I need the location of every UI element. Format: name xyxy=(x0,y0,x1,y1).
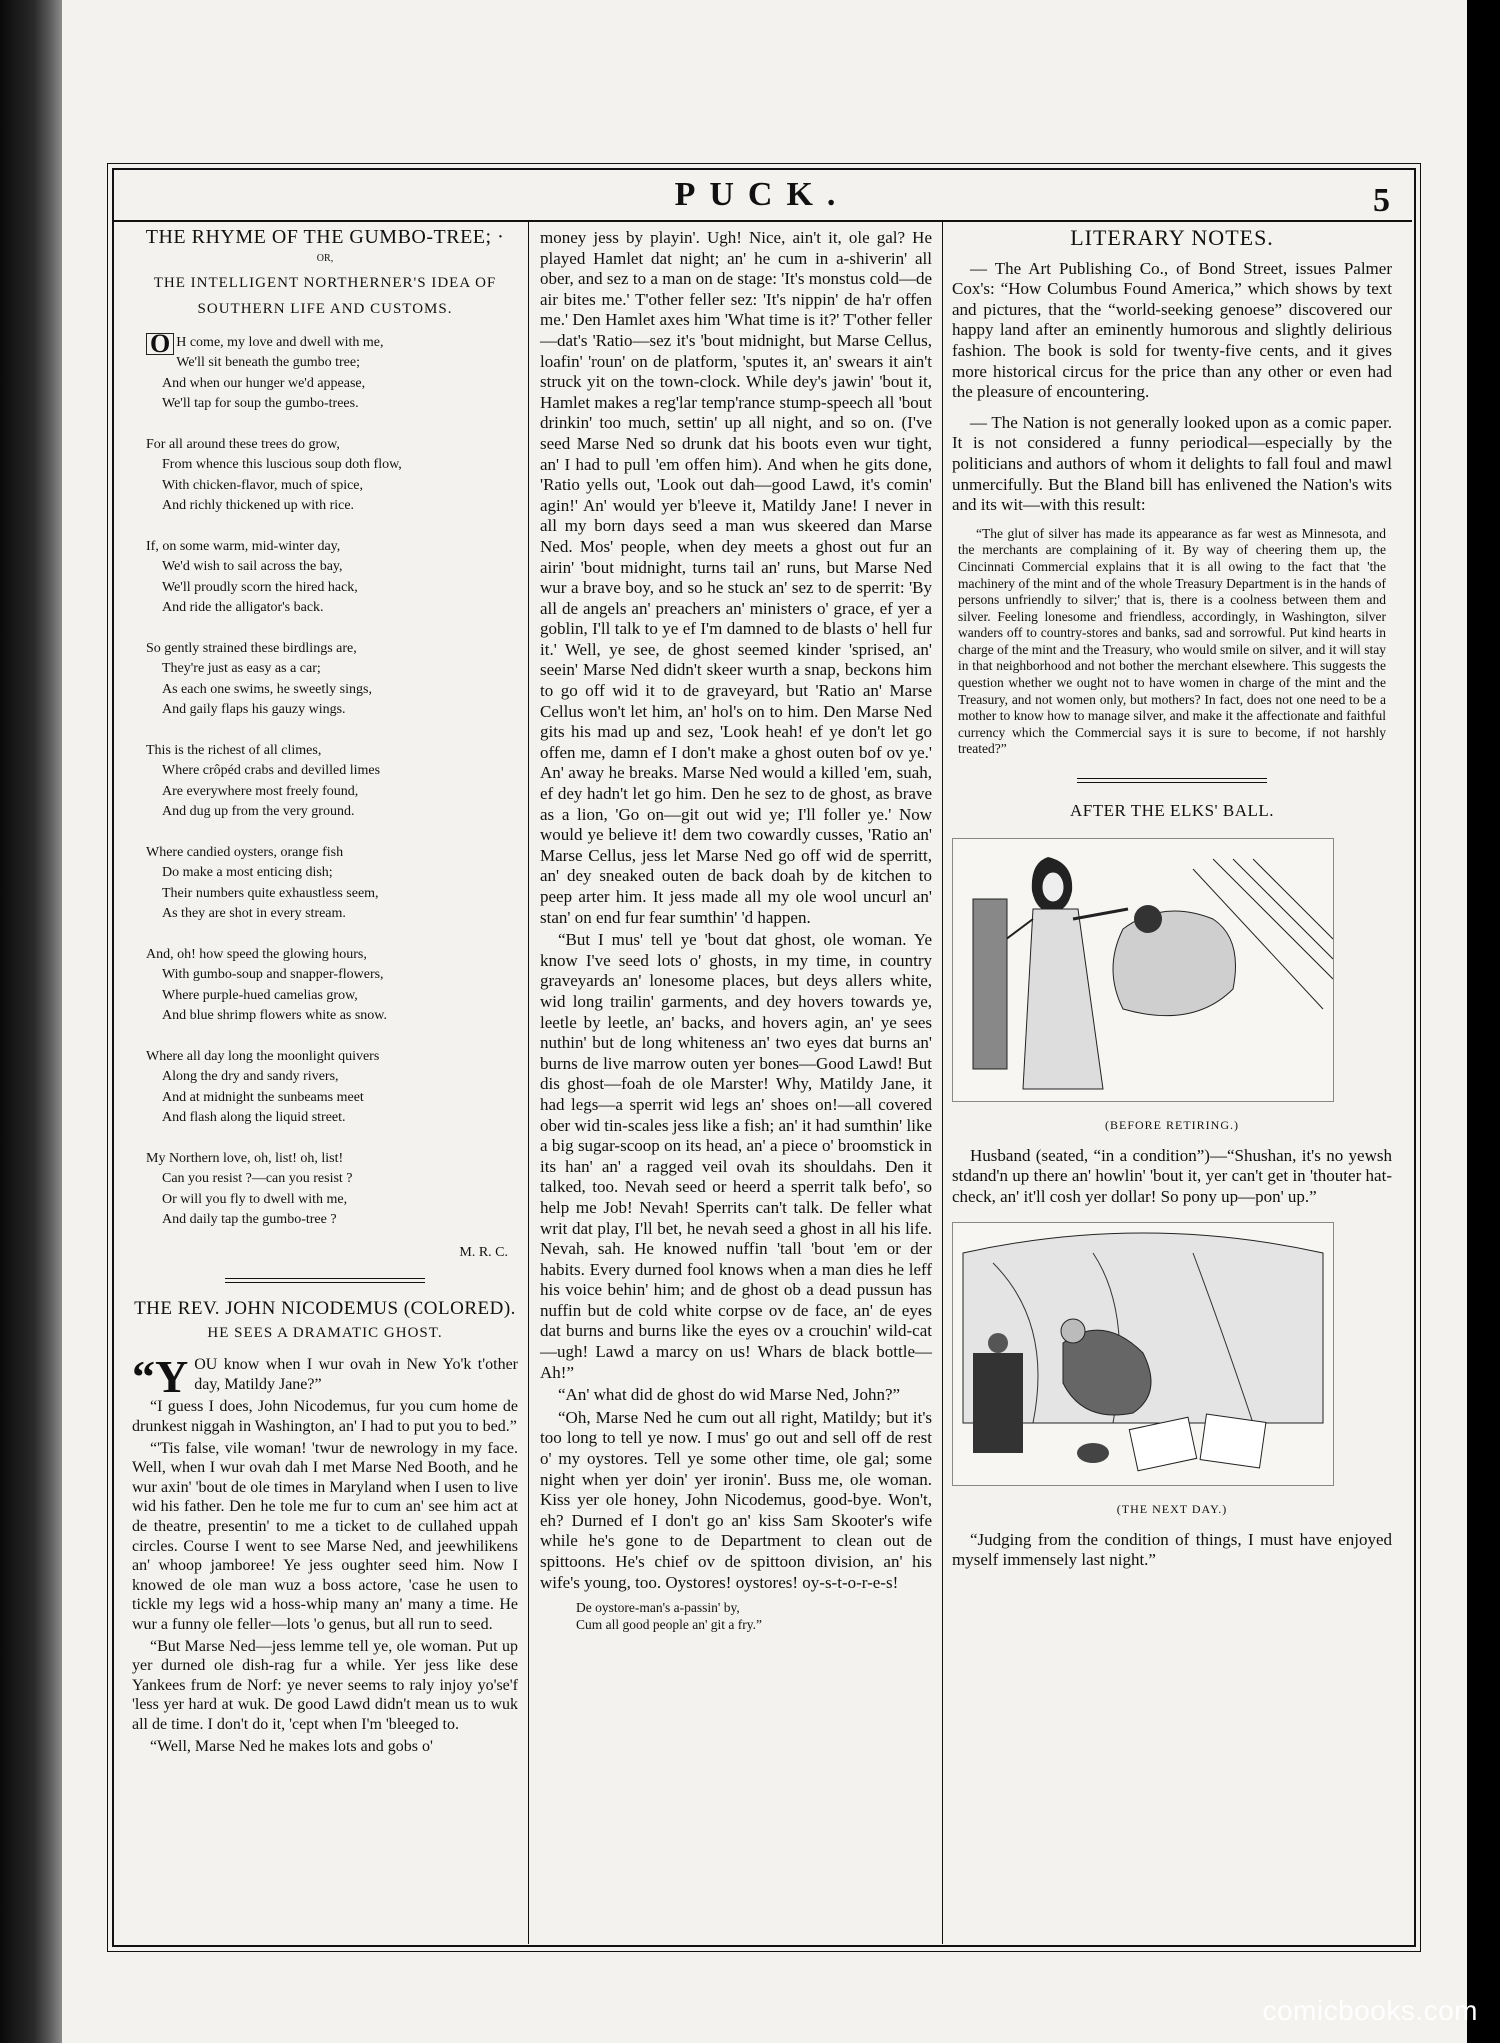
poem-line: As each one swims, he sweetly sings, xyxy=(162,681,372,697)
page-header xyxy=(112,168,1412,222)
poem-stanza xyxy=(146,435,518,517)
poem-line: And, oh! how speed the glowing hours, xyxy=(146,946,367,962)
poem-signature: M. R. C. xyxy=(459,1244,508,1260)
poem-stanza xyxy=(146,945,518,1027)
poem-line: Are everywhere most freely found, xyxy=(162,783,359,799)
story-paragraph: “Well, Marse Ned he makes lots and gobs o' xyxy=(150,1737,433,1755)
poem-or: OR, xyxy=(316,253,334,265)
poem-stanza xyxy=(146,741,518,823)
column-middle xyxy=(540,228,932,1633)
column-right xyxy=(952,225,1392,1573)
poem-body xyxy=(146,328,518,1231)
closing-verse-line: De oystore-man's a-passin' by, xyxy=(576,1600,740,1616)
story-paragraph: OU know when I wur ovah in New Yo'k t'other day, Matildy Jane?” xyxy=(194,1356,518,1394)
illustration-before-retiring xyxy=(952,838,1334,1102)
scan-binding-shadow xyxy=(0,0,62,2043)
poem-line: For all around these trees do grow, xyxy=(146,436,340,452)
poem-line: We'll tap for soup the gumbo-trees. xyxy=(162,396,359,412)
story-paragraph: “Oh, Marse Ned he cum out all right, Matildy; but it's too long to tell ye now. I mus' go out and sell off de rest o' my oystores. Tell ye some other time, ole gal; some night when yer doin' yer ironin'. Buss me, ole woman. Kiss yer ole honey, John Nicodemus, good-bye. Won't, eh? Durned ef I don't go an' kiss Sam Skooter's wife while he's gone to de Department to clean out de spittoons. He's chief ov de spittoon division, an' his wife's young, too. Oystores! oystores! oy-s-t-o-r-e-s! xyxy=(540,1407,932,1592)
poem-line: Do make a most enticing dish; xyxy=(162,865,333,881)
poem-line: So gently strained these birdlings are, xyxy=(146,640,357,656)
poem-line: We'd wish to sail across the bay, xyxy=(162,559,343,575)
poem-line: If, on some warm, mid-winter day, xyxy=(146,538,341,554)
poem-line: And daily tap the gumbo-tree ? xyxy=(162,1212,337,1228)
poem-subtitle-1: THE INTELLIGENT NORTHERNER'S IDEA OF xyxy=(153,275,497,292)
note-nation: — The Nation is not generally looked upon as a comic paper. It is not considered a funny periodical—especially by the politicians and authors of whom it delights to fall foul and mawl unmercifully. But the Bland bill has enlivened the Nation's wits and its wit—with this result: xyxy=(952,412,1392,515)
column-rule-2 xyxy=(942,222,943,1944)
story-continued xyxy=(540,228,932,1593)
poem-line: And when our hunger we'd appease, xyxy=(162,375,366,391)
poem-line: We'll sit beneath the gumbo tree; xyxy=(176,355,360,371)
poem-line: My Northern love, oh, list! oh, list! xyxy=(146,1150,344,1166)
story-paragraph: “But Marse Ned—jess lemme tell ye, ole woman. Put up yer durned ole dish-rag fur a while. Yer jess like dese Yankees frum de Norf: ye never seems to raly injoy yo'se'f 'less yer hard at wuk. De good Lawd didn't mean us to wuk all de time. I don't do it, 'cept when I'm 'bleeged to. xyxy=(132,1637,518,1733)
story-paragraph: “'Tis false, vile woman! 'twur de newrology in my face. Well, when I wur ovah dah I met Marse Ned Booth, and he wur axin' 'bout de ole times in Maryland when I usen to live wid his father. Den he tole me fur to cum an' see him act at de theatre, presentin' to me a ticket to de cullahed uppah circles. Course I went to see Marse Ned, and jeewhilikens an' whoop jamboree! Ye jess oughter seed him. Now I knowed de ole man wuz a boss actore, 'case he usen to tickle my legs wid a hoss-whip many an' many a time. He wur a funny ole feller—lots 'o genus, but all run to seed. xyxy=(132,1439,518,1633)
poem-line: And gaily flaps his gauzy wings. xyxy=(162,702,346,718)
poem-stanza xyxy=(146,843,518,925)
poem-subtitle-2: SOUTHERN LIFE AND CUSTOMS. xyxy=(197,300,453,317)
caption-before-retiring: (BEFORE RETIRING.) xyxy=(1105,1118,1239,1133)
caption-next-day: (THE NEXT DAY.) xyxy=(1116,1502,1228,1517)
poem-line: Their numbers quite exhaustless seem, xyxy=(162,885,379,901)
dialogue-husband: Husband (seated, “in a condition”)—“Shushan, it's no yewsh stdand'n up there an' howlin' 'bout it, yer can't get in 'thouter hat-check, an' it'll cosh yer dollar! So pony up—pon' up.” xyxy=(952,1145,1392,1206)
poem-stanza xyxy=(146,1047,518,1129)
poem-line: As they are shot in every stream. xyxy=(162,906,346,922)
poem-line: Can you resist ?—can you resist ? xyxy=(162,1171,353,1187)
poem-line: And blue shrimp flowers white as snow. xyxy=(162,1008,388,1024)
poem-line: And flash along the liquid street. xyxy=(162,1110,346,1126)
masthead: PUCK. xyxy=(674,176,850,213)
watermark: comicbooks.com xyxy=(1262,1995,1478,2026)
story-paragraph: “But I mus' tell ye 'bout dat ghost, ole woman. Ye know I've seed lots o' ghosts, in my time, in country graveyards an' lonesome places, but deys allers white, wid long trailin' garments, and dey hovers towards ye, leetle by leetle, an' backs, and hovers agin, an' ye sees nuthin' but de long whiteness an' two eyes dat burns an' burns de live marrow outen yer bones—Good Lawd! But dis ghost—foah de ole Marster! Why, Matildy Jane, it had legs—a sperrit wid legs an' shoes on!—all covered ober wid tin-scales jess like a fish; an' it had sumthin' like a big sugar-scoop on its head, an' a piece o' broomstick in its han' an' a ragged veil ovah its shouldahs. Den it talked, too. Nevah seed or heerd a sperrit talk befo', so help me Job! Nevah! Sperrits can't talk. De feller what writ dat play, I'll bet, he nevah seed a ghost in all his life. Nevah, sah. He knowed nuffin 'tall 'bout 'em or der habits. Every durned fool knows when a man dies he leff his voice behin' him; and de ghost ob a dead pussun has nuffin but de cold white corpse ov de face, an' de eyes dat burns and burns like the eyes ov a crouchin' wild-cat—ugh! Lawd a marcy on us! Whars de black bottle—Ah!” xyxy=(540,930,932,1382)
poem-line: With chicken-flavor, much of spice, xyxy=(162,477,364,493)
poem-line: Where all day long the moonlight quivers xyxy=(146,1048,380,1064)
closing-verse-line: Cum all good people an' git a fry.” xyxy=(576,1617,763,1633)
poem-line: Or will you fly to dwell with me, xyxy=(162,1191,348,1207)
literary-notes-title: LITERARY NOTES. xyxy=(1070,225,1274,250)
story-title: THE REV. JOHN NICODEMUS (COLORED). xyxy=(134,1298,516,1320)
poem-line: Where purple-hued camelias grow, xyxy=(162,987,358,1003)
poem-line: And dug up from the very ground. xyxy=(162,804,355,820)
story-paragraph: “An' what did de ghost do wid Marse Ned, John?” xyxy=(558,1385,901,1405)
poem-stanza xyxy=(146,639,518,721)
column-rule-1 xyxy=(528,222,529,1944)
section-divider xyxy=(1077,778,1267,783)
poem-line: Where candied oysters, orange fish xyxy=(146,844,344,860)
cartoon-title: AFTER THE ELKS' BALL. xyxy=(1069,801,1275,821)
poem-title: THE RHYME OF THE GUMBO-TREE; · xyxy=(145,226,505,248)
column-left xyxy=(132,228,518,1758)
nation-quote: “The glut of silver has made its appearance as far west as Minnesota, and the merchants are complaining of it. By way of cheering them up, the Cincinnati Commercial explains that it is all owing to the fact that 'the machinery of the mint and of the whole Treasury Department is in the hands of persons unfriendly to silver;' that is, there is a coolness between them and silver. Feeling lonesome and friendless, accordingly, in Washington, silver wanders off to country-stores and banks, sad and sorrowful. Put kind hearts in charge of the mint and the Treasury, who would smile on silver, and it will stay in that neighborhood and not bother the merchant elsewhere. This suggests the question whether we ought not to have women in charge of the mint and the Treasury, and not women only, but mothers? In fact, does not one need to be a mother to know how to manage silver, and make it the affectionate and faithful currency which the Commercial says it is sure to become, if not harshly treated?” xyxy=(958,525,1386,757)
poem-line: This is the richest of all climes, xyxy=(146,742,322,758)
poem-line: Along the dry and sandy rivers, xyxy=(162,1069,339,1085)
poem-line: And at midnight the sunbeams meet xyxy=(162,1089,364,1105)
story-paragraph: “I guess I does, John Nicodemus, fur you cum home de drunkest niggah in Washington, an' I had to put you to bed.” xyxy=(132,1398,518,1436)
poem-line: We'll proudly scorn the hired hack, xyxy=(162,579,358,595)
illustration-next-day xyxy=(952,1222,1334,1486)
story-dropcap: “Y xyxy=(132,1351,189,1403)
poem-line: And richly thickened up with rice. xyxy=(162,498,355,514)
poem-line: From whence this luscious soup doth flow, xyxy=(162,457,402,473)
poem-stanza xyxy=(146,328,518,415)
poem-stanza xyxy=(146,1149,518,1231)
poem-line: Where crôpéd crabs and devilled limes xyxy=(162,763,381,779)
note-art-publishing: — The Art Publishing Co., of Bond Street, issues Palmer Cox's: “How Columbus Found America,” which shows by text and pictures, that the “world-seeking genoese” discovered our happy land after an eminently humorous and slightly delirious fashion. The book is sold for twenty-five cents, and it gives more historical circus for the price than any other or even had the pleasure of encountering. xyxy=(952,258,1392,402)
poem-stanza xyxy=(146,537,518,619)
section-divider xyxy=(225,1278,425,1283)
page-number: 5 xyxy=(1373,182,1390,219)
dialogue-next-day: “Judging from the condition of things, I must have enjoyed myself immensely last night.” xyxy=(952,1529,1392,1570)
poem-line: And ride the alligator's back. xyxy=(162,600,324,616)
closing-verse xyxy=(576,1599,932,1633)
poem-line: With gumbo-soup and snapper-flowers, xyxy=(162,967,384,983)
poem-dropcap: O xyxy=(146,333,174,356)
story-body xyxy=(132,1351,518,1756)
story-paragraph: money jess by playin'. Ugh! Nice, ain't it, ole gal? He played Hamlet dat night; an' he cum in a-shiverin' all ober, and sez to a man on de stage: 'It's monstus cold—de air bites me.' T'other feller sez: 'It's nippin' de ha'r offen me.' Den Hamlet axes him 'What time is it?' T'other feller—dat's 'Ratio—sez it's 'bout midnight, but Marse Cellus, loafin' 'roun' on de platform, 'sputes it, an' swears it ain't struck yit on the town-clock. While dey's jawin' 'bout it, Hamlet makes a reg'lar temp'rance stump-speech all 'bout drinkin' too much, settin' up all night, and so on. (I've seed Marse Ned so drunk dat his boots even wur tight, an' I had to pull 'em offen him). And when he gits done, 'Ratio yells out, 'Look out dah—good Lawd, it's comin' agin!' An' would yer b'leeve it, Matildy Jane! I never in all my born days seed a man wus skeered dan Marse Ned. Mos' people, when dey meets a ghost out fur an airin' 'bout midnight, turns tail an' runs, but Marse Ned wur a brave boy, and so he stuck an' sez to de sperrit: 'By all de angels an' preachers an' ministers o' grace, ef yer a goblin, I'll talk to ye ef I'm damned to de blasts o' hell fur it.' Well, ye see, de ghost seemed kinder 'sprised, an' seein' Marse Ned didn't skeer wurth a snap, beckons him to go off wid it to de graveyard, but 'Ratio an' Marse Cellus won't let him, an' hol's on to him. Den Marse Ned gits his mad up and sez, 'Look heah! ef ye don't let go offen me, damn ef I don't make a ghost outen bof ov ye.' An' away he breaks. Marse Ned would a killed 'em, suah, ef dey hadn't let go him. Den he sez to de ghost, as brave as a lion, 'Go on—git out wid ye; I'll foller ye.' Now would ye believe it! dem two cowardly cusses, 'Ratio an' Marse Cellus, jess let Marse Ned go off wid de sperritt, an' dey sneaked outen de back doah by de kitchen to peep arter him. It jess made all my ole wool uncurl an' stan' on end fur fear sumthin' 'd happen. xyxy=(540,228,932,927)
story-subtitle: HE SEES A DRAMATIC GHOST. xyxy=(207,1325,443,1342)
poem-line: H come, my love and dwell with me, xyxy=(176,334,384,350)
poem-line: They're just as easy as a car; xyxy=(162,661,321,677)
